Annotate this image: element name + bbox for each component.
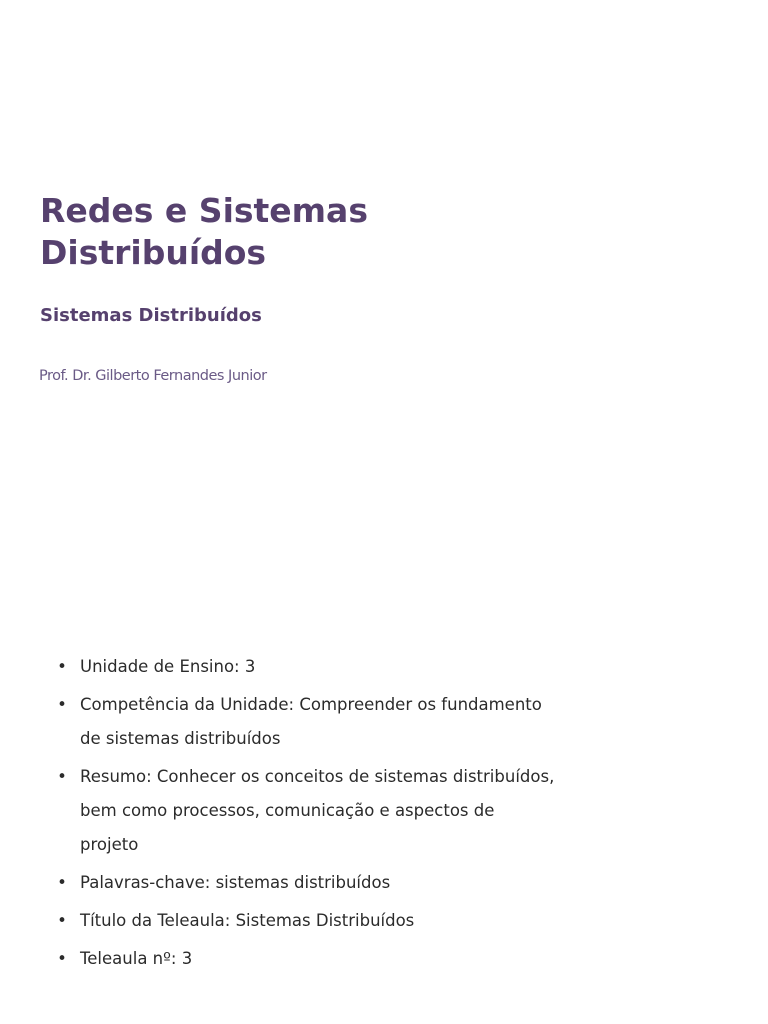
list-item-text: Palavras-chave: sistemas distribuídos [80,873,391,892]
list-item-text: Unidade de Ensino: 3 [80,657,256,676]
bullet-icon: • [57,949,67,968]
author-name: Prof. Dr. Gilberto Fernandes Junior [39,368,267,384]
list-item [56,942,556,976]
list-item [56,650,556,684]
list-item-text: Teleaula nº: 3 [80,949,193,968]
list-item-text: Título da Teleaula: Sistemas Distribuídos [80,911,415,930]
bullet-icon: • [57,695,67,714]
bullet-icon: • [57,873,67,892]
list-item-text: Resumo: Conhecer os conceitos de sistemas distribuídos, bem como processos, comunicação e aspectos de projeto [80,767,555,854]
document-title: Redes e Sistemas Distribuídos [40,191,368,272]
document-subtitle: Sistemas Distribuídos [40,305,262,326]
course-info-list [56,650,556,980]
bullet-icon: • [57,767,67,786]
bullet-icon: • [57,911,67,930]
list-item [56,688,556,756]
bullet-icon: • [57,657,67,676]
list-item-text: Competência da Unidade: Compreender os fundamento de sistemas distribuídos [80,695,542,748]
list-item [56,904,556,938]
list-item [56,760,556,862]
list-item [56,866,556,900]
